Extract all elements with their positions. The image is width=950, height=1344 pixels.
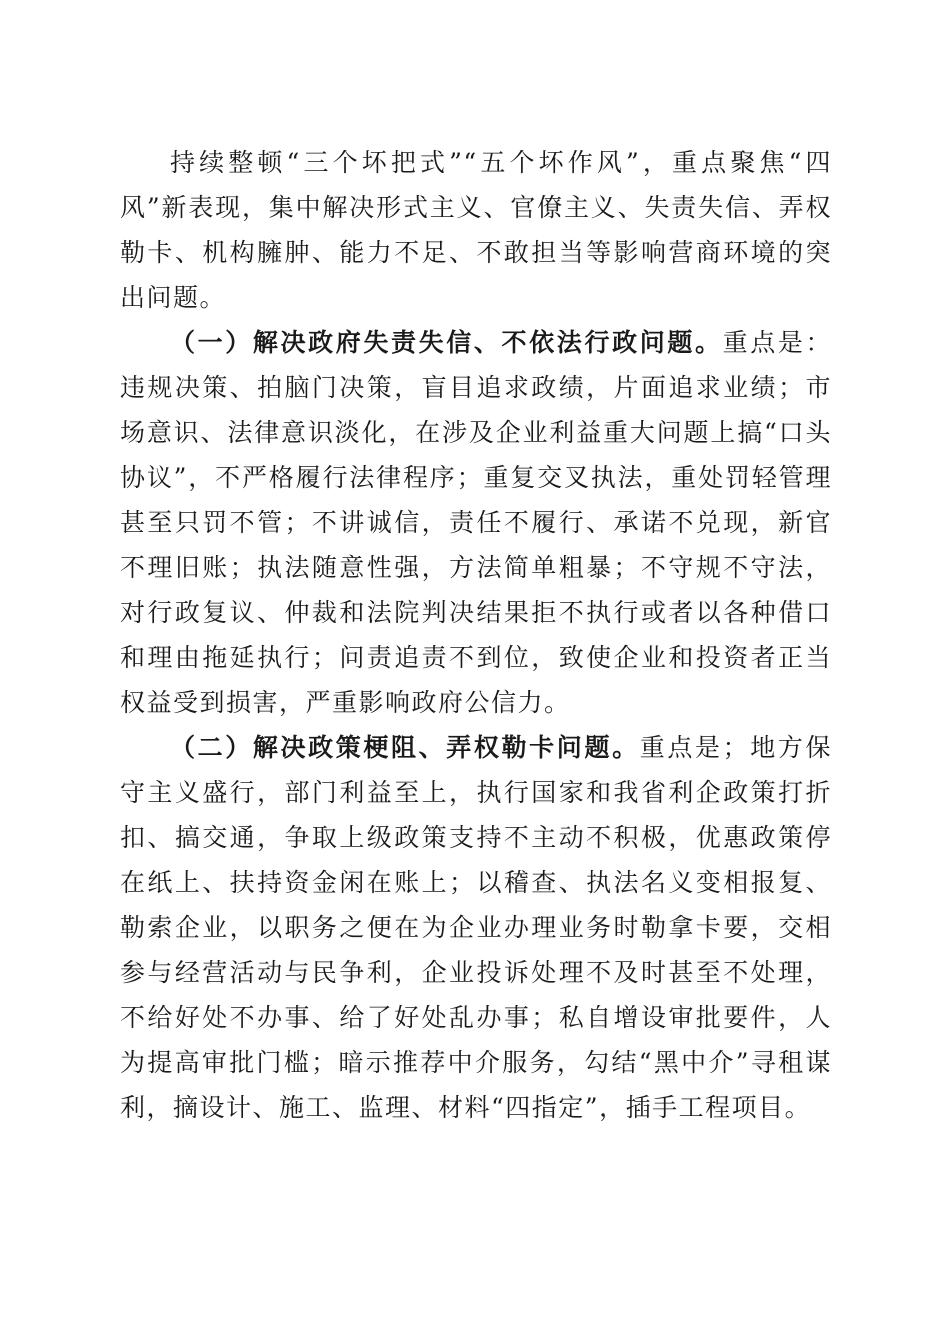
section-text-2: 重点是；地方保守主义盛行，部门利益至上，执行国家和我省利企政策打折扣、搞交通，争取上级政策支持不主动不积极，优惠政策停在纸上、扶持资金闲在账上；以稽查、执法名义变相报复、勒索企业，以职务之便在为企业办理业务时勒拿卡要，交相参与经营活动与民争利，企业投诉处理不及时甚至不处理，不给好处不办事、给了好处乱办事；私自增设审批要件，人为提高审批门槛；暗示推荐中介服务，勾结“黑中介”寻租谋利，摘设计、施工、监理、材料“四指定”，插手工程项目。 bbox=[120, 733, 832, 1122]
document-body bbox=[120, 140, 832, 1130]
section-heading-1: （一）解决政府失责失信、不依法行政问题。 bbox=[170, 328, 723, 357]
paragraph-text: 持续整顿“三个坏把式”“五个坏作风”，重点聚焦“四风”新表现，集中解决形式主义、官僚主义、失责失信、弄权勒卡、机构臃肿、能力不足、不敢担当等影响营商环境的突出问题。 bbox=[120, 148, 832, 312]
paragraph-intro bbox=[120, 140, 832, 320]
section-heading-2: （二）解决政策梗阻、弄权勒卡问题。 bbox=[170, 733, 640, 762]
paragraph-section-2 bbox=[120, 725, 832, 1130]
section-text-1: 重点是：违规决策、拍脑门决策，盲目追求政绩，片面追求业绩；市场意识、法律意识淡化，在涉及企业利益重大问题上搞“口头协议”，不严格履行法律程序；重复交叉执法，重处罚轻管理甚至只罚不管；不讲诚信，责任不履行、承诺不兑现，新官不理旧账；执法随意性强，方法简单粗暴；不守规不守法，对行政复议、仲裁和法院判决结果拒不执行或者以各种借口和理由拖延执行；问责追责不到位，致使企业和投资者正当权益受到损害，严重影响政府公信力。 bbox=[120, 328, 832, 717]
paragraph-section-1 bbox=[120, 320, 832, 725]
